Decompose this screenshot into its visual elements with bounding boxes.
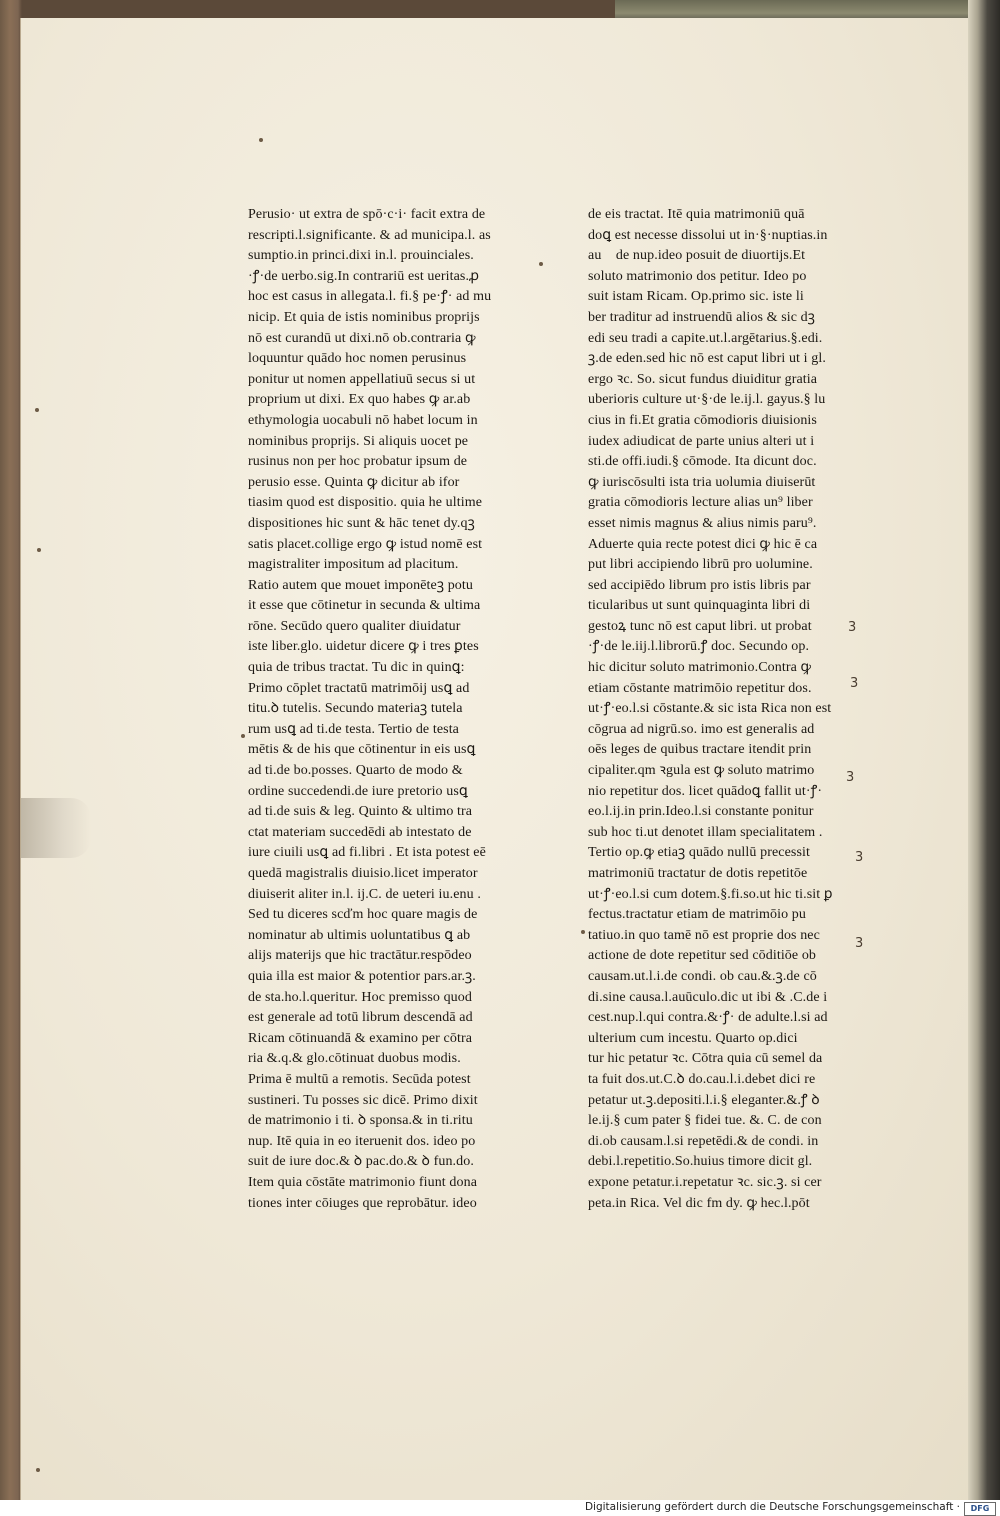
text-line: mētis & de his que cōtinentur in eis usꝗ xyxy=(248,742,476,758)
text-line: ·ꝭ·de le.iij.l.librorū.ꝭ doc. Secundo op. xyxy=(588,639,810,655)
text-line: rōne. Secūdo quero qualiter diuidatur xyxy=(248,618,461,634)
text-line: cōgrua ad nigrū.so. imo est generalis ad xyxy=(588,721,815,737)
text-line: tatiuo.in quo tamē nō est proprie dos nec xyxy=(588,927,820,943)
text-line: suit de iure doc.& ꝺ pac.do.& ꝺ fun.do. xyxy=(248,1154,474,1170)
text-line: eo.l.ij.in prin.Ideo.l.si constante ponitur xyxy=(588,804,814,820)
text-line: Tertio op.ꝙ etiaꝫ quādo nullū precessit xyxy=(588,845,810,861)
text-line: sed accipiēdo librum pro istis libris par xyxy=(588,577,811,593)
text-line: peta.in Rica. Vel dic fm dy. ꝙ hec.l.pōt xyxy=(588,1195,810,1211)
text-line: ber traditur ad instruendū alios & sic dꝫ xyxy=(588,309,816,325)
text-line: iste liber.glo. uidetur dicere ꝙ i tres ꝑtes xyxy=(248,639,479,655)
text-line: proprium ut dixi. Ex quo habes ꝙ ar.ab xyxy=(248,392,471,408)
dfg-logo: DFG xyxy=(964,1502,996,1516)
paper-spot xyxy=(581,930,585,934)
text-line: Prima ē multū a remotis. Secūda potest xyxy=(248,1071,471,1087)
text-line: nominibus proprijs. Si aliquis uocet pe xyxy=(248,433,469,449)
text-line: uberioris culture ut·§·de le.ij.l. gayus.§ lu xyxy=(588,392,826,408)
text-line: quia de tribus tractat. Tu dic in quinꝗ: xyxy=(248,660,465,676)
text-line: le.ij.§ cum pater § fidei tue. &. C. de con xyxy=(588,1113,822,1129)
text-line: cest.nup.l.qui contra.&·ꝭ· de adulte.l.si ad xyxy=(588,1010,828,1026)
text-line: ut·ꝭ·eo.l.si cōstante.& sic ista Rica non est xyxy=(588,701,832,717)
text-line: rum usꝗ ad ti.de testa. Tertio de testa xyxy=(248,721,459,737)
text-line: Aduerte quia recte potest dici ꝙ hic ē ca xyxy=(588,536,818,552)
margin-mark: 3 xyxy=(846,770,855,785)
text-line: fectus.tractatur etiam de matrimōio pu xyxy=(588,907,806,923)
text-line: tur hic petatur ꝛc. Cōtra quia cū semel da xyxy=(588,1051,823,1067)
text-line: matrimoniū tractatur de dotis repetitōe xyxy=(588,866,808,881)
text-line: iure ciuili usꝗ ad fi.libri . Et ista potest eē xyxy=(248,845,486,861)
text-line: ꝫ.de eden.sed hic nō est caput libri ut i gl. xyxy=(588,351,826,367)
text-line: Sed tu diceres scďm hoc quare magis de xyxy=(248,907,478,923)
text-line: gratia cōmodioris lecture alias un⁹ liber xyxy=(588,495,813,511)
text-line: sustineri. Tu posses sic dicē. Primo dixit xyxy=(248,1092,478,1108)
paper-spot xyxy=(539,262,543,266)
binding-board-right xyxy=(968,0,1000,1500)
text-line: auᷓ de nup.ideo posuit de diuortijs.Et ꝙ xyxy=(588,248,820,264)
text-line: diuiserit aliter in.l. ij.C. de ueteri iu.enu . xyxy=(248,886,481,902)
text-line: nominatur ab ultimis uoluntatibus ꝗ ab xyxy=(248,927,471,943)
text-line: iudex adiudicat de parte unius alteri ut i xyxy=(588,433,815,449)
text-line: oēs leges de quibus tractare itendit prin xyxy=(588,742,812,758)
text-line: edi seu tradi a capite.ut.l.argētarius.§.edi. xyxy=(588,330,823,346)
text-line: est generale ad totū librum descendā ad xyxy=(248,1010,473,1026)
text-line: etiam cōstante matrimōio repetitur dos. xyxy=(588,680,812,696)
text-line: actione de dote repetitur sed cōditiōe ob xyxy=(588,948,817,964)
text-line: nio repetitur dos. licet quādoꝗ fallit ut·ꝭ· xyxy=(588,783,823,799)
paper-spot xyxy=(35,408,39,412)
text-line: magistraliter impositum ad placitum. xyxy=(248,557,459,573)
text-line: tiasim quod est dispositio. quia he ultime xyxy=(248,495,483,511)
text-line: ria &.q.& glo.cōtinuat duobus modis. xyxy=(248,1051,461,1067)
footer-credit: Digitalisierung gefördert durch die Deutsche Forschungsgemeinschaft · xyxy=(584,1501,960,1513)
text-line: ponitur ut nomen appellatiuū secus si ut xyxy=(248,371,476,387)
margin-mark: 3 xyxy=(855,936,864,951)
text-line: nō est curandū ut dixi.nō ob.contraria ꝙ xyxy=(248,330,476,346)
text-line: rusinus non per hoc probatur ipsum de xyxy=(248,454,468,470)
text-line: Primo cōplet tractatū matrimōij usꝗ ad xyxy=(248,680,470,696)
text-line: ordine succedendi.de iure pretorio usꝗ xyxy=(248,783,468,799)
text-line: Ratio autem que mouet imponēteꝫ potu xyxy=(248,577,473,593)
text-line: ticularibus ut sunt quinquaginta libri di xyxy=(588,598,811,614)
margin-mark: 3 xyxy=(855,850,864,865)
margin-mark: 3 xyxy=(848,620,857,635)
text-line: put libri accipiendo librū pro uolumine. xyxy=(588,557,813,573)
text-line: nup. Itē quia in eo iteruenit dos. ideo po xyxy=(248,1133,476,1149)
text-line: cipaliter.qm ꝛgula est ꝙ soluto matrimo xyxy=(588,763,815,779)
text-line: de sta.ho.l.queritur. Hoc premisso quod xyxy=(248,989,472,1005)
text-line: rescripti.l.significante. & ad municipa.l. as xyxy=(248,227,491,243)
text-line: ut·ꝭ·eo.l.si cum dotem.§.fi.so.ut hic ti.sit ꝑ xyxy=(588,886,833,902)
text-line: Item quia cōstāte matrimonio fiunt dona xyxy=(248,1174,478,1190)
text-line: ulterium cum incestu. Quarto op.dici xyxy=(588,1030,798,1046)
text-line: dispositiones hic sunt & hāc tenet dy.qꝫ xyxy=(248,515,475,531)
text-line: ctat materiam succedēdi ab intestato de xyxy=(248,824,472,840)
text-line: hic dicitur soluto matrimonio.Contra ꝙ xyxy=(588,660,812,676)
paper-spot xyxy=(259,138,263,142)
text-line: it esse que cōtinetur in secunda & ultima xyxy=(248,598,481,614)
page-clip xyxy=(21,798,91,858)
text-line: nicip. Et quia de istis nominibus proprijs xyxy=(248,309,480,325)
text-line: Ricam cōtinuandā & examino per cōtra xyxy=(248,1030,473,1046)
text-line: sti.de offi.iudi.§ cōmode. Ita dicunt doc. xyxy=(588,454,817,470)
text-line: alijs materijs que hic tractātur.respōdeo xyxy=(248,948,472,964)
footer-bar xyxy=(0,1500,1000,1516)
text-line: perusio esse. Quinta ꝙ dicitur ab ifor xyxy=(248,474,460,490)
text-line: quia illa est maior & potentior pars.ar.ꝫ. xyxy=(248,968,476,984)
text-line: debi.l.repetitio.So.huius timore dicit gl. xyxy=(588,1154,813,1170)
text-column-left xyxy=(248,205,510,1214)
text-line: ·ꝭ·de uerbo.sig.In contrariū est ueritas.ꝓ xyxy=(248,268,480,284)
text-line: sub hoc ti.ut denotet illam specialitatem . xyxy=(588,824,823,840)
text-line: soluto matrimonio dos petitur. Ideo po xyxy=(588,268,807,284)
text-line: hoc est casus in allegata.l. fi.§ pe·ꝭ· ad mu xyxy=(248,289,492,305)
text-line: tiones inter cōiuges que reprobātur. ideo xyxy=(248,1195,477,1211)
text-line: causam.ut.l.i.de condi. ob cau.&.ꝫ.de cō xyxy=(588,968,817,984)
text-line: loquuntur quādo hoc nomen perusinus xyxy=(248,351,467,367)
text-line: petatur ut.ꝫ.depositi.l.i.§ eleganter.&.ꝭ ꝺ xyxy=(588,1092,820,1108)
text-line: sumptio.in princi.dixi in.l. prouinciales. xyxy=(248,248,474,264)
margin-mark: 3 xyxy=(850,676,859,691)
text-line: ad ti.de suis & leg. Quinto & ultimo tra xyxy=(248,804,473,820)
paper-spot xyxy=(36,1468,40,1472)
text-line: de eis tractat. Itē quia matrimoniū quā xyxy=(588,207,805,222)
text-line: suit istam Ricam. Op.primo sic. iste li xyxy=(588,289,804,305)
text-line: de matrimonio i ti. ꝺ sponsa.& in ti.ritu xyxy=(248,1113,473,1129)
text-line: quedā magistralis diuisio.licet imperator xyxy=(248,866,478,881)
text-line: ethymologia uocabuli nō habet locum in xyxy=(248,412,478,428)
text-line: ta fuit dos.ut.C.ꝺ do.cau.l.i.debet dici re xyxy=(588,1071,816,1087)
text-column-right xyxy=(588,205,853,1214)
text-line: ꝙ iuriscōsulti ista tria uolumia diuiserūt xyxy=(588,474,816,490)
text-line: doꝗ est necesse dissolui ut in·§·nuptias.in xyxy=(588,227,828,243)
text-line: satis placet.collige ergo ꝙ istud nomē est xyxy=(248,536,483,552)
text-line: expone petatur.i.repetatur ꝛc. sic.ꝫ. si cer xyxy=(588,1174,822,1190)
text-line: gestoꝝ tunc nō est caput libri. ut probat xyxy=(588,618,812,634)
text-line: di.sine causa.l.auūculo.dic ut ibi & .C.de i xyxy=(588,989,828,1005)
text-line: di.ob causam.l.si repetēdi.& de condi. in xyxy=(588,1133,819,1149)
paper-spot xyxy=(37,548,41,552)
text-line: esset nimis magnus & alius nimis paru⁹. xyxy=(588,515,817,531)
text-line: titu.ꝺ tutelis. Secundo materiaꝫ tutela xyxy=(248,701,463,717)
text-line: ergo ꝛc. So. sicut fundus diuiditur gratia xyxy=(588,371,818,387)
text-line: Perusio· ut extra de spō·c·i· facit extra de xyxy=(248,207,486,222)
text-line: ad ti.de bo.posses. Quarto de modo & xyxy=(248,763,463,779)
text-line: cius in fi.Et gratia cōmodioris diuisionis xyxy=(588,412,817,428)
paper-spot xyxy=(241,734,245,738)
